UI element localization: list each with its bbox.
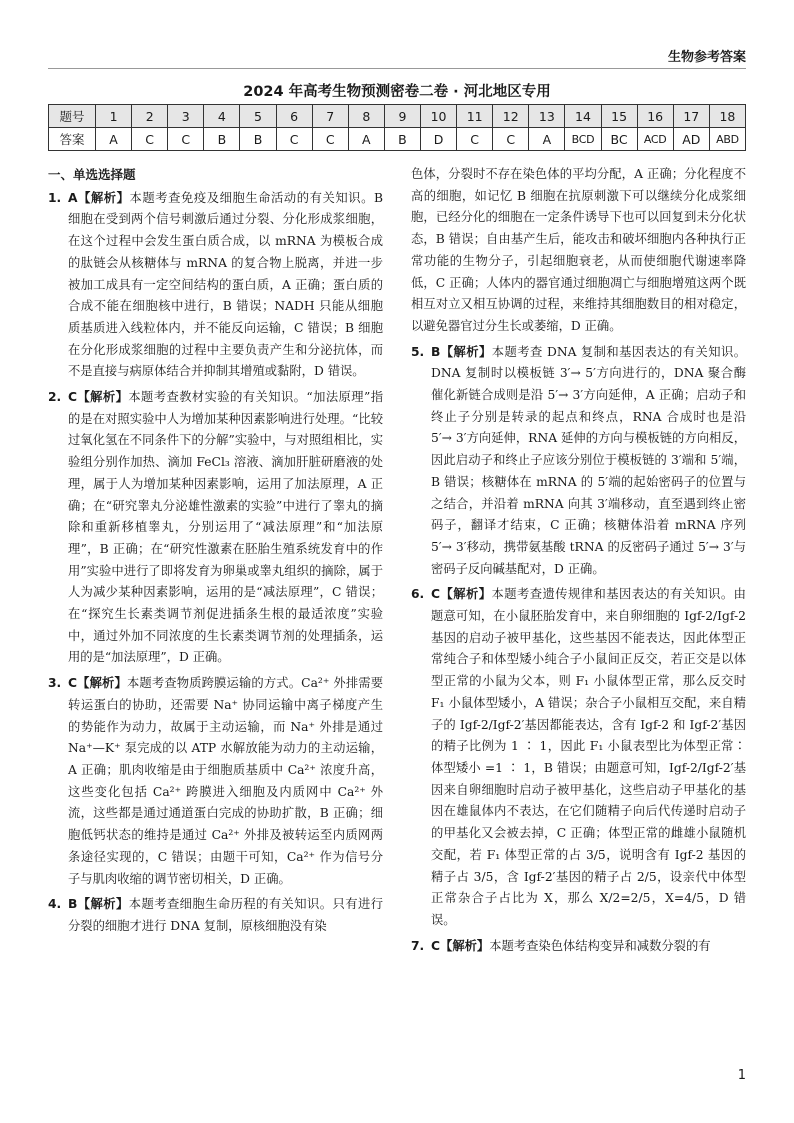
item-4-continuation: 色体，分裂时不存在染色体的平均分配，A 正确；分化程度不高的细胞，如记忆 B 细胞在抗原刺激下可以继续分化成浆细胞，已经分化的细胞在一定条件诱导下也可以回复到未分化状态，B 错误；自由基产生后，能攻击和破坏细胞内各种执行正常功能的生物分子，引起细胞衰老，从而使细胞代谢速率降低，C 正确；人体内的器官通过细胞凋亡与细胞增殖这两个既相互对立又相互协调的过程，来维持其细胞数目的相对稳定，以避免器官过分生长或萎缩，D 正确。	[411, 167, 746, 333]
header-tag: 生物参考答案	[667, 50, 746, 65]
question-number: 5	[240, 105, 276, 128]
answer-cell: C	[168, 128, 204, 151]
answer-cell: D	[420, 128, 456, 151]
answer-cell: AD	[673, 128, 709, 151]
question-number: 16	[637, 105, 673, 128]
answer-cell: A	[348, 128, 384, 151]
answer-table-number-row	[49, 105, 746, 128]
item-number: 1.	[48, 190, 62, 205]
item-answer-label: B【解析】	[68, 897, 129, 912]
answer-item	[411, 936, 746, 958]
answer-cell: BC	[601, 128, 637, 151]
question-number: 11	[457, 105, 493, 128]
answer-item	[411, 342, 746, 581]
answer-cell: A	[96, 128, 132, 151]
question-number: 4	[204, 105, 240, 128]
item-answer-label: C【解析】	[68, 390, 129, 405]
left-column	[48, 164, 383, 942]
answer-item	[411, 584, 746, 931]
question-number: 7	[312, 105, 348, 128]
answer-cell: C	[312, 128, 348, 151]
item-number: 2.	[48, 390, 62, 405]
question-number: 10	[420, 105, 456, 128]
answer-table-answer-row	[49, 128, 746, 151]
section-title: 一、单选选择题	[48, 167, 136, 182]
item-answer-label: C【解析】	[68, 676, 127, 691]
question-number: 18	[709, 105, 745, 128]
row-label-answer: 答案	[49, 128, 96, 151]
item-number: 3.	[48, 676, 62, 691]
item-text: 本题考查染色体结构变异和减数分裂的有	[489, 938, 711, 953]
answer-cell: BCD	[565, 128, 601, 151]
question-number: 9	[384, 105, 420, 128]
item-text: 本题考查遗传规律和基因表达的有关知识。由题意可知，在小鼠胚胎发育中，来自卵细胞的 Igf-2/Igf-2 基因的启动子被甲基化，这些基因不能表达，因此体型正常纯合子和体型矮小纯合子小鼠间正反交，若正交是以体型正常的小鼠为父本，则 F₁ 小鼠体型正常，那么反交时 F₁ 小鼠体型矮小，A 错误；杂合子小鼠相互交配，来自精子的 Igf-2/Igf-2′基因都能表达，含有 Igf-2 和 Igf-2′基因的精子比例为 1 ∶ 1，因此 F₁ 小鼠表型比为体型正常∶体型矮小 =1 ∶ 1，B 错误；由题意可知，Igf-2/Igf-2′基因来自卵细胞时启动子被甲基化，这些启动子甲基化的基因在雄鼠体内不表达，在它们随精子向后代传递时启动子的甲基化又会被去掉，C 正确；体型正常的雌雄小鼠随机交配，若 F₁ 体型正常的占 3/5，说明含有 Igf-2 基因的精子占 3/5，含 Igf-2′基因的精子占 2/5，设亲代中体型正常杂合子占比为 X，那么 X/2=2/5，X=4/5，D 错误。	[431, 587, 746, 927]
answer-item	[48, 387, 383, 669]
item-number: 4.	[48, 897, 62, 912]
answer-cell: B	[204, 128, 240, 151]
question-number: 17	[673, 105, 709, 128]
question-number: 1	[96, 105, 132, 128]
answer-cell: C	[493, 128, 529, 151]
row-label-question: 题号	[49, 105, 96, 128]
answer-cell: C	[276, 128, 312, 151]
question-number: 2	[132, 105, 168, 128]
item-answer-label: C【解析】	[431, 938, 490, 953]
item-answer-label: A【解析】	[68, 190, 130, 205]
answer-table	[48, 104, 746, 151]
answer-item	[48, 188, 383, 383]
answer-cell: A	[529, 128, 565, 151]
question-number: 8	[348, 105, 384, 128]
answer-cell: ACD	[637, 128, 673, 151]
answer-cell: ABD	[709, 128, 745, 151]
item-text: 本题考查免疫及细胞生命活动的有关知识。B 细胞在受到两个信号刺激后通过分裂、分化形成浆细胞，在这个过程中会发生蛋白质合成，以 mRNA 为模板合成的肽链会从核糖体与 mRNA 的复合物上脱离，并进一步被加工成具有一定空间结构的蛋白质，A 正确；蛋白质的合成不能在细胞核中进行，B 错误；NADH 只能从细胞质基质进入线粒体内，并不能反向运输，C 错误；B 细胞在分化形成浆细胞的过程中主要负责产生和分泌抗体，而不是直接与病原体结合并抑制其增殖或黏附，D 错误。	[68, 190, 383, 379]
item-text: 本题考查 DNA 复制和基因表达的有关知识。DNA 复制时以模板链 3′→ 5′方向进行的，DNA 聚合酶催化新链合成则是沿 5′→ 3′方向延伸，A 正确；启动子和终止子分别是转录的起点和终点，RNA 合成时也是沿 5′→ 3′方向延伸，RNA 延伸的方向与模板链的方向相反，因此启动子和终止子应该分别位于模板链的 3′端和 5′端，B 错误；核糖体在 mRNA 的 5′端的起始密码子的位置与之结合，并沿着 mRNA 向其 3′端移动，直至遇到终止密码子，翻译才结束，C 正确；核糖体沿着 mRNA 序列 5′→ 3′移动，携带氨基酸 tRNA 的反密码子通过 5′→ 3′与密码子反向碱基配对，D 正确。	[431, 344, 746, 576]
item-number: 6.	[411, 587, 425, 602]
item-text: 本题考查教材实验的有关知识。“加法原理”指的是在对照实验中人为增加某种因素影响进行处理。“比较过氧化氢在不同条件下的分解”实验中，与对照组相比，实验组分别作加热、滴加 FeCl₃ 溶液、滴加肝脏研磨液的处理，属于人为增加某种因素影响，运用了加法原理，A 正确；在“研究睾丸分泌雄性激素的实验”中进行了睾丸的摘除和重新移植睾丸，分别运用了“减法原理”和“加法原理”，B 正确；在“研究性激素在胚胎生殖系统发育中的作用”实验中进行了即将发育为卵巢或睾丸组织的摘除，属于人为减少某种因素影响，运用的是“减法原理”，C 错误；在“探究生长素类调节剂促进插条生根的最适浓度”实验中，通过外加不同浓度的生长素类调节剂的处理插条，运用的是“加法原理”，D 正确。	[68, 390, 383, 665]
answer-cell: C	[132, 128, 168, 151]
answer-cell: B	[384, 128, 420, 151]
question-number: 14	[565, 105, 601, 128]
item-text: 本题考查物质跨膜运输的方式。Ca²⁺ 外排需要转运蛋白的协助，还需要 Na⁺ 协同运输中离子梯度产生的势能作为动力，故属于主动运输，而 Na⁺ 外排是通过 Na⁺—K⁺ 泵完成的以 ATP 水解放能为动力的主动运输，A 正确；肌肉收缩是由于细胞质基质中 Ca²⁺ 浓度升高，这些变化包括 Ca²⁺ 跨膜进入细胞及内质网中 Ca²⁺ 外流，这些都是通过通道蛋白完成的协助扩散，B 正确；细胞低钙状态的维持是通过 Ca²⁺ 外排及被转运至内质网两条途径实现的，C 错误；由题干可知，Ca²⁺ 作为信号分子与肌肉收缩的调节密切相关，D 正确。	[68, 676, 383, 886]
answer-item	[48, 673, 383, 890]
page-number: 1	[737, 1068, 746, 1083]
question-number: 3	[168, 105, 204, 128]
answer-cell: B	[240, 128, 276, 151]
right-column	[411, 164, 746, 961]
answer-cell: C	[457, 128, 493, 151]
item-answer-label: B【解析】	[431, 344, 492, 359]
item-number: 7.	[411, 938, 425, 953]
item-number: 5.	[411, 344, 425, 359]
page-title: 2024 年高考生物预测密卷二卷 · 河北地区专用	[243, 84, 551, 100]
question-number: 15	[601, 105, 637, 128]
question-number: 6	[276, 105, 312, 128]
item-answer-label: C【解析】	[431, 587, 492, 602]
question-number: 13	[529, 105, 565, 128]
top-rule	[48, 68, 746, 69]
item-text: 本题考查细胞生命历程的有关知识。只有进行分裂的细胞才进行 DNA 复制，原核细胞没有染	[68, 897, 383, 933]
answer-item	[48, 894, 383, 937]
question-number: 12	[493, 105, 529, 128]
